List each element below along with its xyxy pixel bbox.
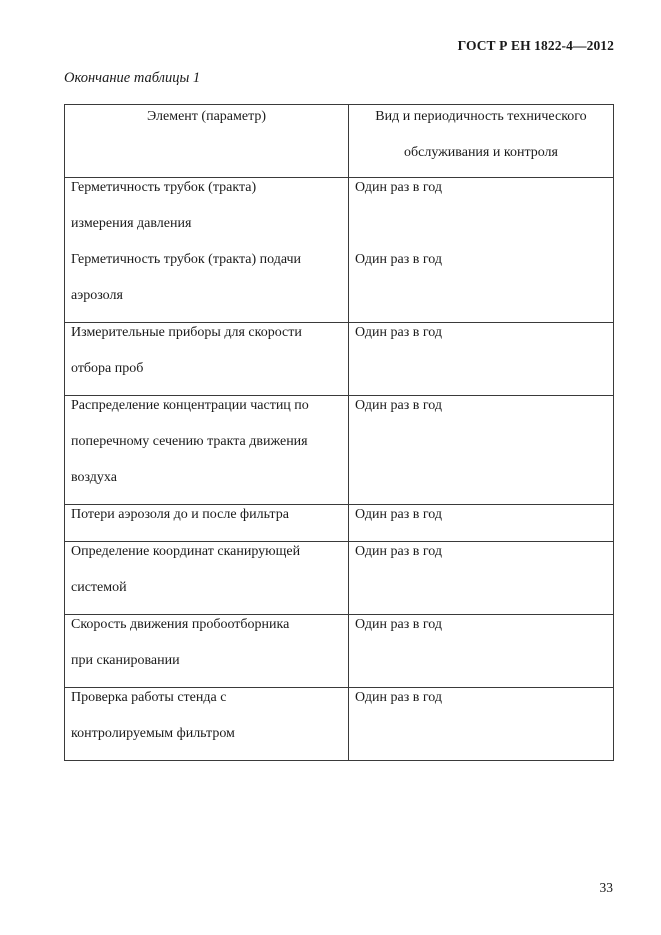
element-cell: Герметичность трубок (тракта) измерения давления [65,178,349,251]
table-row [65,615,614,688]
maintenance-table [64,104,614,761]
table-header-row [65,105,614,178]
table-row [65,688,614,761]
table-row [65,396,614,505]
table-caption: Окончание таблицы 1 [64,70,201,86]
element-cell: Измерительные приборы для скорости отбора проб [65,323,349,396]
element-cell: Скорость движения пробоотборника при сканировании [65,615,349,688]
column-header-period: Вид и периодичность технического обслуживания и контроля [349,105,614,178]
element-cell: Определение координат сканирующей системой [65,542,349,615]
table-row [65,178,614,251]
period-cell: Один раз в год [349,688,614,761]
table-row [65,542,614,615]
document-code: ГОСТ Р ЕН 1822-4—2012 [457,38,614,53]
column-header-element: Элемент (параметр) [65,105,349,178]
element-cell: Распределение концентрации частиц по поперечному сечению тракта движения воздуха [65,396,349,505]
period-cell: Один раз в год [349,505,614,542]
element-cell: Проверка работы стенда с контролируемым фильтром [65,688,349,761]
period-cell: Один раз в год [349,396,614,505]
element-cell: Герметичность трубок (тракта) подачи аэрозоля [65,250,349,323]
period-cell: Один раз в год [349,323,614,396]
period-cell: Один раз в год [349,250,614,323]
page-number: 33 [599,880,613,895]
period-cell: Один раз в год [349,615,614,688]
period-cell: Один раз в год [349,178,614,251]
table-row [65,323,614,396]
table-row [65,250,614,323]
element-cell: Потери аэрозоля до и после фильтра [65,505,349,542]
period-cell: Один раз в год [349,542,614,615]
